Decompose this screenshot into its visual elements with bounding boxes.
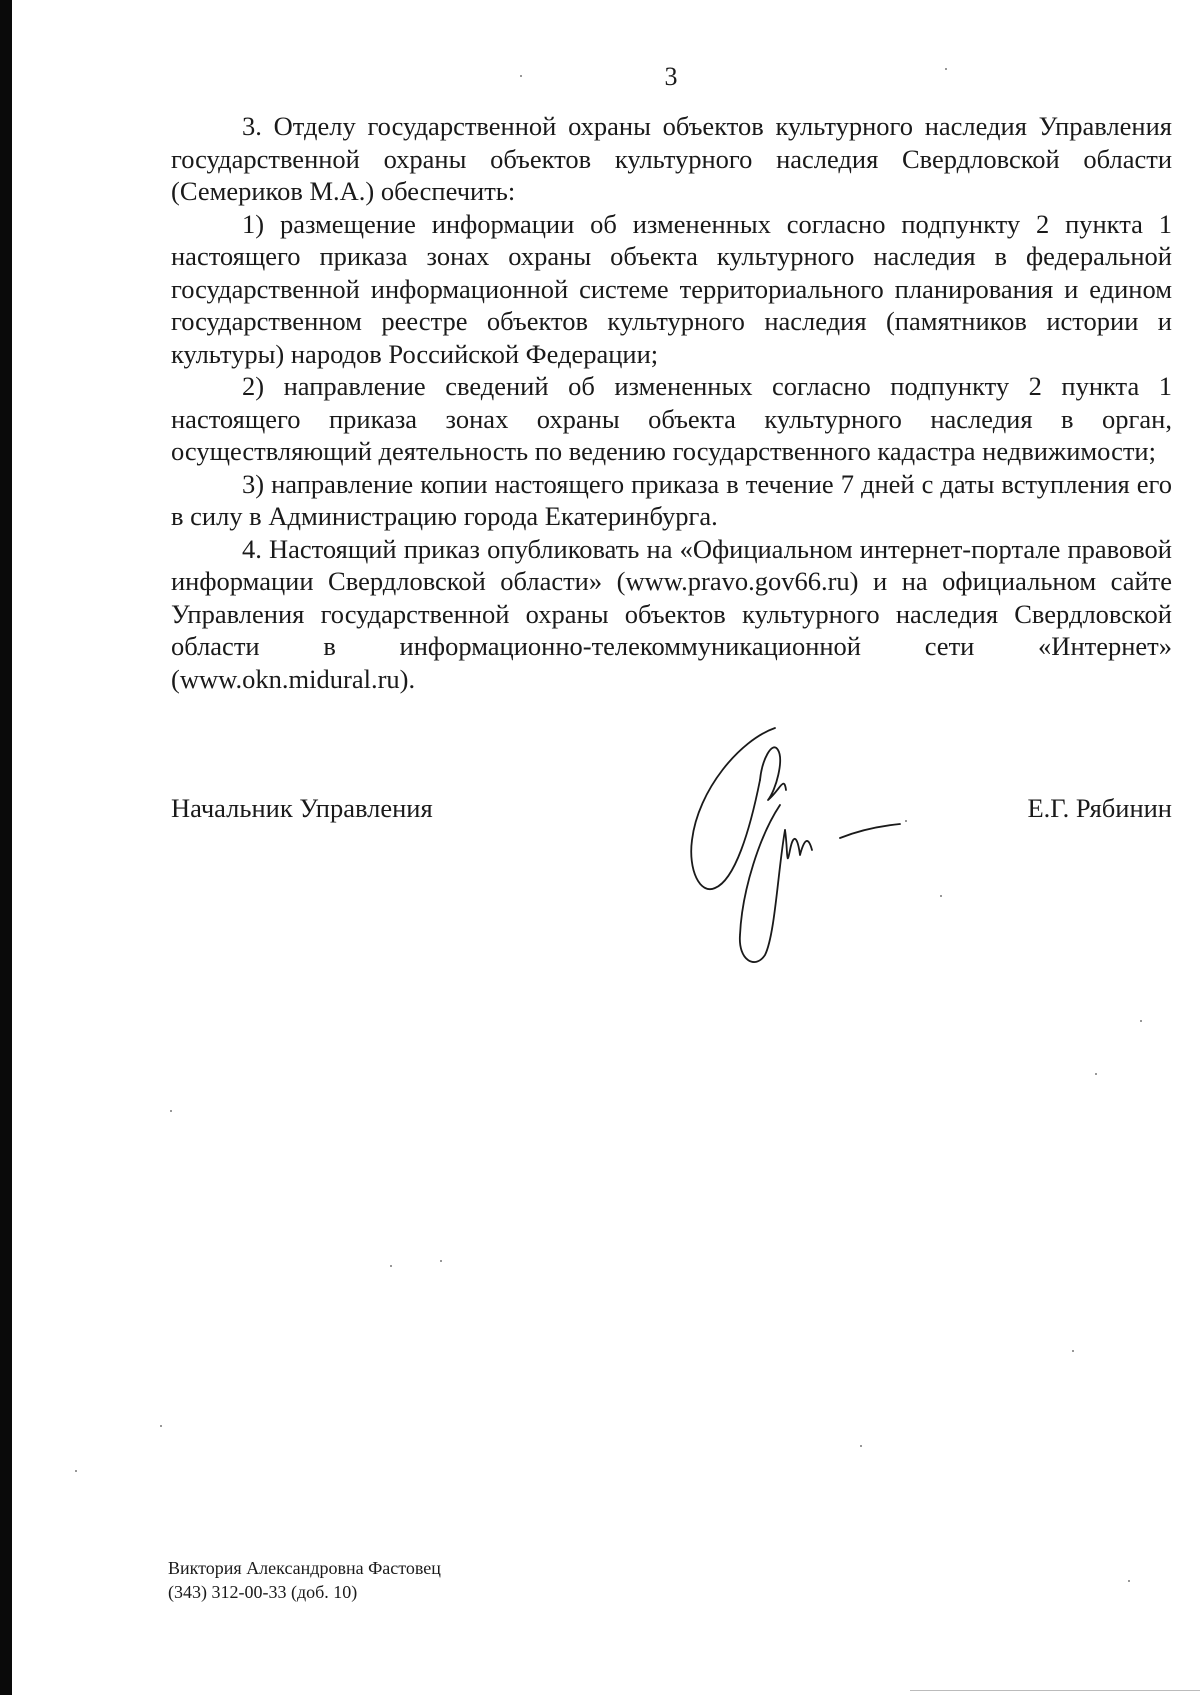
scan-speck [170,1110,172,1112]
scan-speck [1140,1020,1142,1022]
paragraph-3-item-1: 1) размещение информации об измененных согласно подпункту 2 пункта 1 настоящего приказа зонах охраны объекта культурного наследия в федеральной государственной информационной системе территориального планирования и едином государственном реестре объектов культурного наследия (памятников истории и культуры) народов Российской Федерации; [171,208,1172,369]
scan-speck [905,820,907,822]
handwritten-signature [680,720,920,980]
page-number: 3 [664,62,678,91]
contact-phone: (343) 312-00-33 (доб. 10) [168,1582,358,1602]
signature-block [171,792,1172,832]
contact-name: Виктория Александровна Фастовец [168,1558,441,1578]
scan-speck [1095,1073,1097,1075]
scan-speck [390,1265,392,1267]
scan-speck [160,1425,162,1427]
scan-speck [520,75,522,77]
scan-speck [440,1260,442,1262]
scan-edge-line [910,1690,1200,1691]
signatory-position: Начальник Управления [171,793,433,823]
signatory-name: Е.Г. Рябинин [1027,793,1172,823]
scan-speck [75,1470,77,1472]
scan-edge [0,0,12,1695]
paragraph-3-item-3: 3) направление копии настоящего приказа в течение 7 дней с даты вступления его в силу в Администрацию города Екатеринбурга. [171,468,1172,531]
scan-speck [860,1445,862,1447]
scan-speck [940,895,942,897]
paragraph-3: 3. Отделу государственной охраны объектов культурного наследия Управления государственной охраны объектов культурного наследия Свердловской области (Семериков М.А.) обеспечить: [171,111,1172,206]
scan-speck [1128,1580,1130,1582]
scan-speck [1072,1350,1074,1352]
paragraph-3-item-2: 2) направление сведений об измененных согласно подпункту 2 пункта 1 настоящего приказа зонах охраны объекта культурного наследия в орган, осуществляющий деятельность по ведению государственного кадастра недвижимости; [171,371,1172,466]
document-body [171,110,1172,695]
scan-speck [945,68,947,70]
paragraph-4: 4. Настоящий приказ опубликовать на «Официальном интернет-портале правовой информации Свердловской области» (www.pravo.gov66.ru) и на официальном сайте Управления государственной охраны объектов культурного наследия Свердловской области в информационно-телекоммуникационной сети «Интернет» (www.okn.midural.ru). [171,533,1172,694]
footer-contact [168,1556,441,1604]
